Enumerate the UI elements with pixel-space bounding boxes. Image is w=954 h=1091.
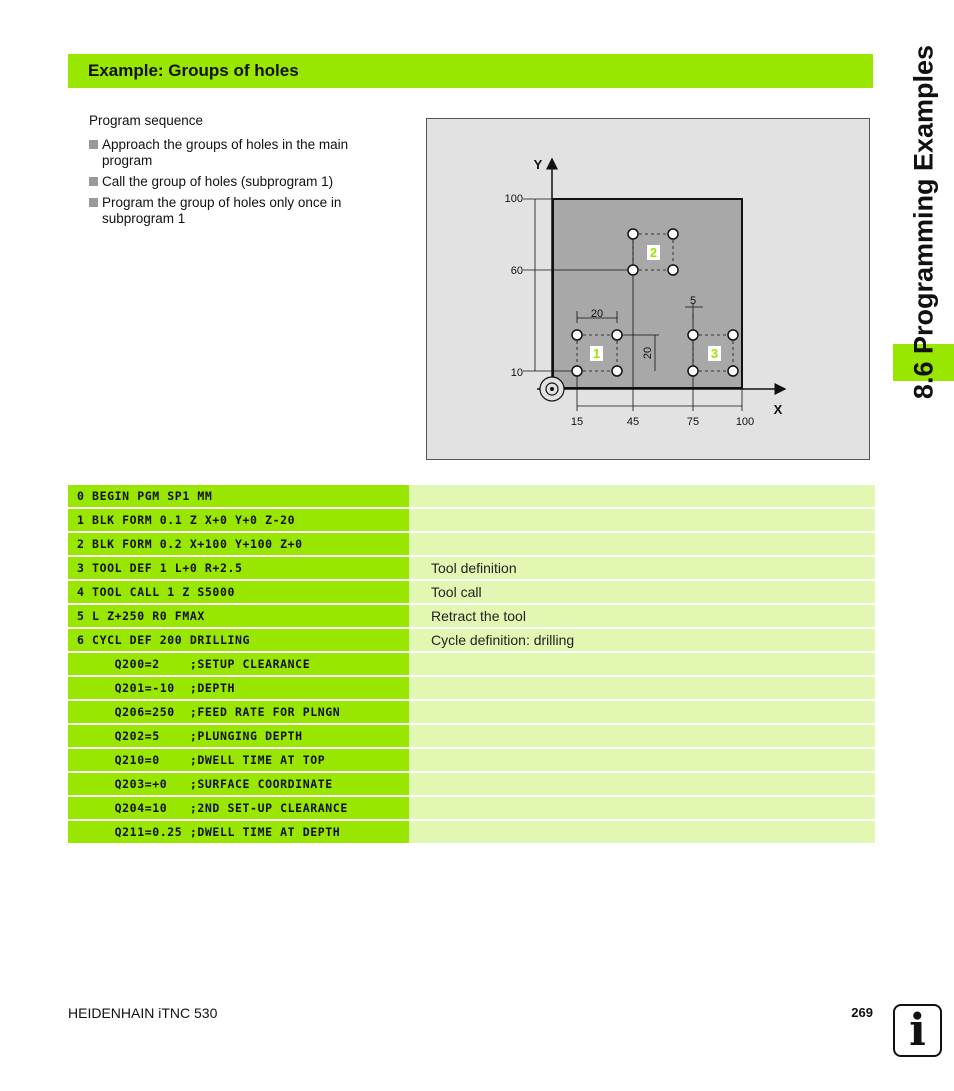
dimension-5: 5 <box>689 295 697 307</box>
group-label-1: 1 <box>592 346 601 361</box>
table-row <box>68 749 875 771</box>
y-tick-label: 60 <box>510 265 523 277</box>
nc-comment-cell <box>409 797 875 819</box>
list-item-text: Call the group of holes (subprogram 1) <box>102 174 334 189</box>
nc-comment-cell <box>409 821 875 843</box>
nc-code-cell: 5 L Z+250 R0 FMAX <box>68 605 409 627</box>
nc-comment-cell <box>409 725 875 747</box>
y-tick-label: 10 <box>510 367 523 379</box>
group-label-3: 3 <box>710 346 719 361</box>
hole-marker <box>572 366 582 376</box>
square-bullet-icon <box>89 140 98 149</box>
nc-code-cell: 1 BLK FORM 0.1 Z X+0 Y+0 Z-20 <box>68 509 409 531</box>
x-tick-label: 15 <box>570 416 584 428</box>
nc-code-cell: 6 CYCL DEF 200 DRILLING <box>68 629 409 651</box>
hole-marker <box>688 366 698 376</box>
hole-marker <box>612 366 622 376</box>
dimension-20-vertical: 20 <box>642 346 654 360</box>
table-row <box>68 773 875 795</box>
table-row <box>68 629 875 651</box>
list-item <box>89 174 389 190</box>
info-icon <box>893 1004 942 1057</box>
nc-comment-cell <box>409 485 875 507</box>
x-axis-label: X <box>773 402 783 417</box>
example-title: Example: Groups of holes <box>88 61 299 80</box>
hole-marker <box>728 366 738 376</box>
hole-pattern-drawing <box>427 119 869 459</box>
side-section-title-text: 8.6 Programming Examples <box>908 44 939 400</box>
nc-comment-cell: Tool definition <box>409 557 875 579</box>
list-item-text: Program the group of holes only once in subprogram 1 <box>102 195 342 226</box>
nc-code-cell: Q210=0 ;DWELL TIME AT TOP <box>68 749 409 771</box>
nc-comment-cell <box>409 653 875 675</box>
hole-marker <box>628 229 638 239</box>
nc-code-cell: 3 TOOL DEF 1 L+0 R+2.5 <box>68 557 409 579</box>
nc-code-cell: Q203=+0 ;SURFACE COORDINATE <box>68 773 409 795</box>
table-row <box>68 797 875 819</box>
table-row <box>68 605 875 627</box>
square-bullet-icon <box>89 198 98 207</box>
program-sequence <box>89 113 389 232</box>
table-row <box>68 557 875 579</box>
manual-name: HEIDENHAIN iTNC 530 <box>68 1005 218 1021</box>
nc-comment-cell <box>409 773 875 795</box>
y-axis-label: Y <box>533 157 543 172</box>
table-row <box>68 509 875 531</box>
hole-marker <box>668 265 678 275</box>
dimension-20-horizontal: 20 <box>590 308 604 320</box>
table-row <box>68 653 875 675</box>
nc-code-cell: 0 BEGIN PGM SP1 MM <box>68 485 409 507</box>
list-item-text: Approach the groups of holes in the main program <box>102 137 349 168</box>
nc-comment-cell <box>409 701 875 723</box>
x-tick-label: 45 <box>626 416 640 428</box>
nc-code-cell: Q200=2 ;SETUP CLEARANCE <box>68 653 409 675</box>
table-row <box>68 701 875 723</box>
nc-code-cell: Q211=0.25 ;DWELL TIME AT DEPTH <box>68 821 409 843</box>
group-label-2: 2 <box>649 245 658 260</box>
list-item <box>89 195 389 227</box>
hole-marker <box>572 330 582 340</box>
hole-marker <box>628 265 638 275</box>
hole-marker <box>612 330 622 340</box>
nc-comment-cell <box>409 533 875 555</box>
hole-pattern-figure <box>426 118 870 460</box>
hole-marker <box>728 330 738 340</box>
nc-code-cell: 4 TOOL CALL 1 Z S5000 <box>68 581 409 603</box>
nc-comment-cell <box>409 677 875 699</box>
nc-comment-cell: Retract the tool <box>409 605 875 627</box>
y-tick-label: 100 <box>504 193 523 205</box>
list-item <box>89 137 389 169</box>
table-row <box>68 725 875 747</box>
nc-code-cell: 2 BLK FORM 0.2 X+100 Y+100 Z+0 <box>68 533 409 555</box>
nc-code-cell: Q202=5 ;PLUNGING DEPTH <box>68 725 409 747</box>
info-icon-glyph: i <box>909 1005 926 1056</box>
nc-comment-cell: Tool call <box>409 581 875 603</box>
hole-marker <box>668 229 678 239</box>
x-tick-label: 75 <box>686 416 700 428</box>
nc-code-cell: Q201=-10 ;DEPTH <box>68 677 409 699</box>
section-header-bar <box>68 54 873 88</box>
table-row <box>68 677 875 699</box>
nc-comment-cell: Cycle definition: drilling <box>409 629 875 651</box>
nc-comment-cell <box>409 749 875 771</box>
table-row <box>68 821 875 843</box>
hole-marker <box>688 330 698 340</box>
page-number: 269 <box>851 1005 873 1020</box>
nc-program-table <box>68 485 875 845</box>
origin-center-dot <box>550 387 554 391</box>
table-row <box>68 485 875 507</box>
nc-code-cell: Q204=10 ;2ND SET-UP CLEARANCE <box>68 797 409 819</box>
table-row <box>68 581 875 603</box>
program-sequence-heading: Program sequence <box>89 113 204 128</box>
x-tick-label: 100 <box>735 416 755 428</box>
program-sequence-list <box>89 137 389 227</box>
nc-comment-cell <box>409 509 875 531</box>
nc-code-cell: Q206=250 ;FEED RATE FOR PLNGN <box>68 701 409 723</box>
table-row <box>68 533 875 555</box>
square-bullet-icon <box>89 177 98 186</box>
